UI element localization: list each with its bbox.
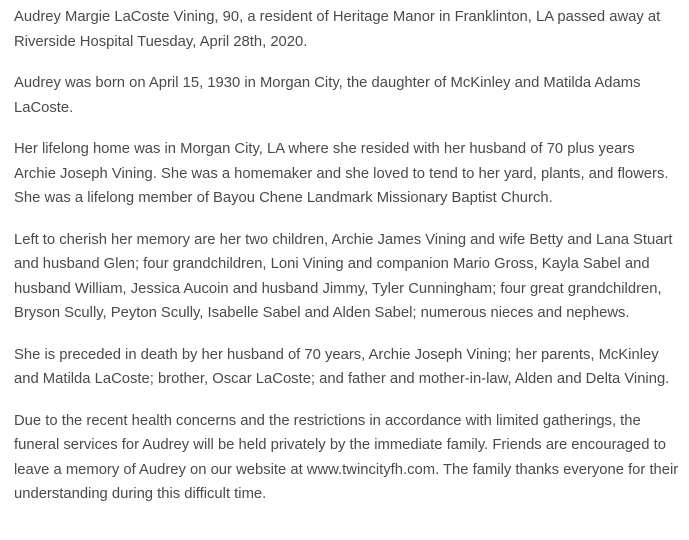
obituary-paragraph-services: Due to the recent health concerns and the restrictions in accordance with limited gatherings, the funeral services for Audrey will be held privately by the immediate family. Friends are encouraged to leave a memory of Audrey on our website at www.twincityfh.com. The family thanks everyone for their understanding during this difficult time.: [14, 412, 679, 502]
obituary-paragraph-preceded: She is preceded in death by her husband of 70 years, Archie Joseph Vining; her parents, McKinley and Matilda LaCoste; brother, Oscar LaCoste; and father and mother-in-law, Alden and Delta Vining.: [14, 346, 670, 387]
obituary-paragraph-passing: Audrey Margie LaCoste Vining, 90, a resident of Heritage Manor in Franklinton, LA passed away at Riverside Hospital Tuesday, April 28th, 2020.: [14, 9, 661, 50]
obituary-paragraph-survivors: Left to cherish her memory are her two children, Archie James Vining and wife Betty and Lana Stuart and husband Glen; four grandchildren, Loni Vining and companion Mario Gross, Kayla Sabel and husband William, Jessica Aucoin and husband Jimmy, Tyler Cunningham; four great grandchildren, Bryson Scully, Peyton Scully, Isabelle Sabel and Alden Sabel; numerous nieces and nephews.: [14, 231, 673, 321]
obituary-paragraph-birth: Audrey was born on April 15, 1930 in Morgan City, the daughter of McKinley and Matilda Adams LaCoste.: [14, 75, 641, 116]
obituary-paragraph-life: Her lifelong home was in Morgan City, LA where she resided with her husband of 70 plus years Archie Joseph Vining. She was a homemaker and she loved to tend to her yard, plants, and flowers. She was a lifelong member of Bayou Chene Landmark Missionary Baptist Church.: [14, 141, 669, 206]
